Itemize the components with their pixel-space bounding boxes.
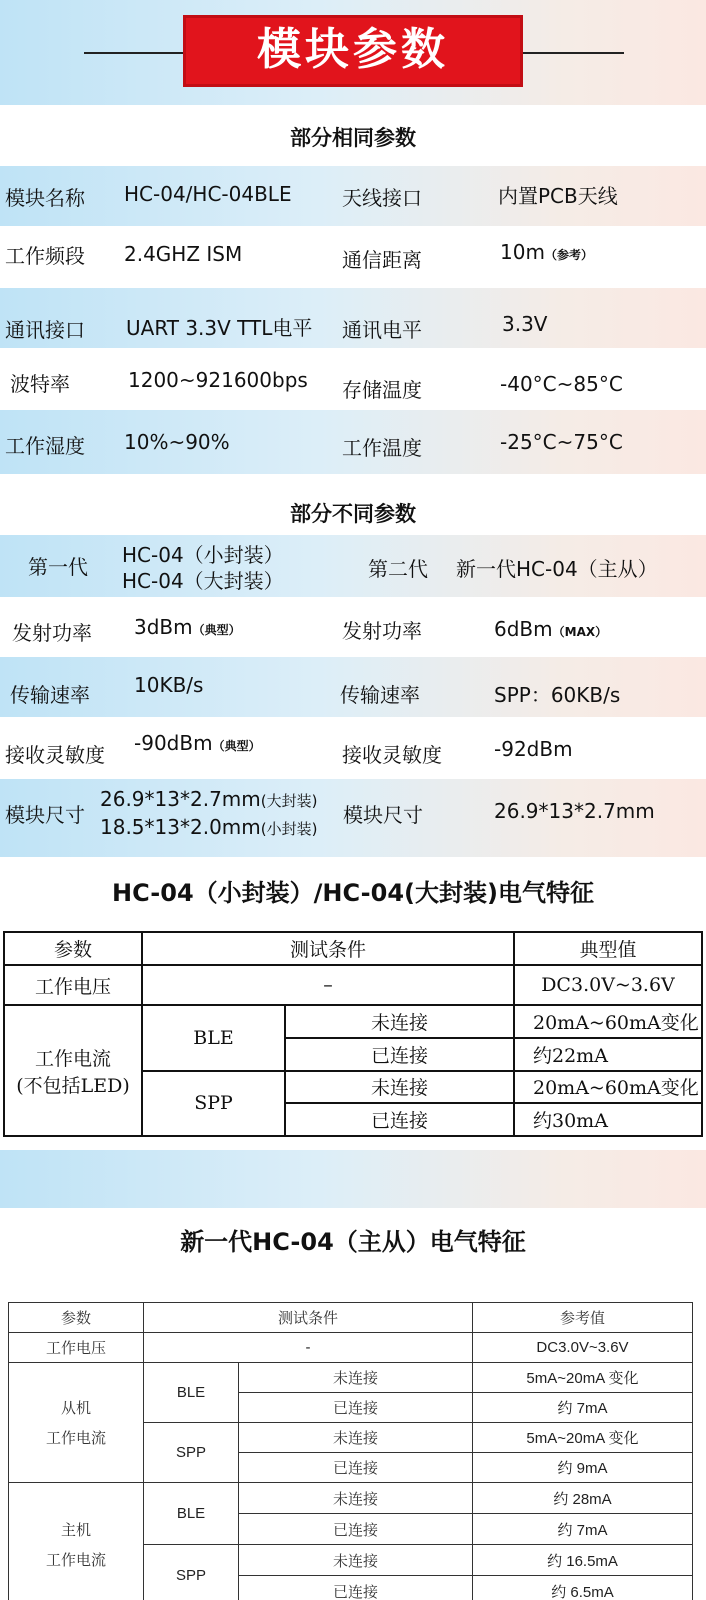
test-condition: 未连接 — [239, 1423, 473, 1453]
test-condition: 已连接 — [239, 1514, 473, 1545]
param-row — [0, 348, 706, 410]
test-condition: 已连接 — [239, 1453, 473, 1483]
param-row — [0, 717, 706, 779]
param-key: 通讯电平 — [342, 318, 422, 342]
electrical-table-gen1 — [3, 931, 703, 1137]
header-divider-left — [84, 52, 196, 54]
table-header: 参考值 — [473, 1303, 693, 1333]
test-condition: 未连接 — [239, 1545, 473, 1576]
current-label: 工作电流 — [45, 1428, 106, 1447]
param-key: 模块尺寸 — [5, 803, 85, 827]
typical-value: DC3.0V~3.6V — [514, 965, 702, 1006]
param-value: SPP：60KB/s — [494, 683, 621, 707]
header-banner — [0, 0, 706, 105]
test-condition: 未连接 — [239, 1363, 473, 1393]
diff-params-title: 部分不同参数 — [290, 502, 416, 526]
generation-row — [0, 535, 706, 597]
param-value-main: 3dBm — [134, 615, 193, 639]
param-label — [9, 1363, 144, 1483]
role-label: 从机 — [60, 1398, 91, 1417]
page-title: 模块参数 — [183, 15, 523, 87]
size-value-large — [100, 787, 317, 811]
param-value: UART 3.3V TTL电平 — [126, 316, 313, 340]
param-key: 天线接口 — [342, 186, 422, 210]
typical-value: 20mA~60mA变化 — [514, 1005, 702, 1038]
typical-value: 20mA~60mA变化 — [514, 1071, 702, 1104]
param-key: 通讯接口 — [5, 318, 85, 342]
table-header: 参数 — [4, 932, 142, 965]
param-key: 接收灵敏度 — [5, 743, 105, 767]
param-row — [0, 288, 706, 348]
reference-value: 约 7mA — [473, 1514, 693, 1545]
param-value: 内置PCB天线 — [498, 184, 618, 208]
typical-value: 约22mA — [514, 1038, 702, 1071]
param-key: 波特率 — [10, 372, 70, 396]
table-header: 测试条件 — [142, 932, 514, 965]
gen1-model: HC-04（大封装） — [122, 569, 284, 593]
reference-value: 约 28mA — [473, 1483, 693, 1514]
test-condition: – — [142, 965, 514, 1006]
test-condition: 未连接 — [285, 1071, 514, 1104]
param-key: 模块尺寸 — [343, 803, 423, 827]
param-label — [4, 1005, 142, 1136]
reference-value: 约 6.5mA — [473, 1576, 693, 1600]
section-separator — [0, 1150, 706, 1208]
mode-label: SPP — [144, 1545, 239, 1600]
table2-title: 新一代HC-04（主从）电气特征 — [180, 1228, 526, 1256]
param-value-main: 10m — [500, 240, 545, 264]
param-value: 10KB/s — [134, 673, 204, 697]
param-label: 工作电压 — [4, 965, 142, 1006]
reference-value: 约 9mA — [473, 1453, 693, 1483]
param-label: 工作电压 — [9, 1333, 144, 1363]
table-header: 参数 — [9, 1303, 144, 1333]
param-note: （典型） — [212, 739, 261, 753]
test-condition: 已连接 — [285, 1103, 514, 1136]
param-key: 通信距离 — [342, 248, 422, 272]
param-value: -25°C~75°C — [500, 430, 623, 454]
param-value — [134, 615, 241, 639]
size-row — [0, 779, 706, 857]
test-condition: 已连接 — [239, 1576, 473, 1600]
param-key: 传输速率 — [340, 683, 420, 707]
param-row — [0, 166, 706, 226]
size-value-small — [100, 815, 317, 839]
param-value-main: -90dBm — [134, 731, 213, 755]
gen2-model: 新一代HC-04（主从） — [456, 557, 658, 581]
reference-value: 5mA~20mA 变化 — [473, 1423, 693, 1453]
param-value: 2.4GHZ ISM — [124, 242, 243, 266]
param-value: -92dBm — [494, 737, 573, 761]
param-value: -40°C~85°C — [500, 372, 623, 396]
reference-value: 5mA~20mA 变化 — [473, 1363, 693, 1393]
param-note: （典型） — [192, 623, 241, 637]
test-condition: 未连接 — [285, 1005, 514, 1038]
header-divider-right — [506, 52, 624, 54]
reference-value: DC3.0V~3.6V — [473, 1333, 693, 1363]
current-label: 工作电流 — [34, 1047, 111, 1070]
mode-label: BLE — [142, 1005, 285, 1070]
param-key: 工作频段 — [5, 244, 85, 268]
param-row — [0, 597, 706, 657]
mode-label: SPP — [142, 1071, 285, 1136]
param-key: 发射功率 — [12, 621, 92, 645]
param-row — [0, 410, 706, 474]
param-value: 10%~90% — [124, 430, 230, 454]
gen2-label: 第二代 — [368, 557, 428, 581]
current-note: (不包括LED) — [16, 1074, 130, 1097]
param-key: 接收灵敏度 — [342, 743, 442, 767]
param-value-main: 26.9*13*2.7mm — [100, 787, 261, 811]
param-value — [494, 617, 607, 641]
typical-value: 约30mA — [514, 1103, 702, 1136]
table-header: 测试条件 — [144, 1303, 473, 1333]
param-value: 26.9*13*2.7mm — [494, 799, 655, 823]
param-key: 存储温度 — [342, 378, 422, 402]
param-value: 1200~921600bps — [128, 368, 308, 392]
param-value: HC-04/HC-04BLE — [124, 182, 292, 206]
param-value — [134, 731, 261, 755]
param-value-main: 18.5*13*2.0mm — [100, 815, 261, 839]
param-key: 工作湿度 — [5, 434, 85, 458]
mode-label: BLE — [144, 1483, 239, 1545]
gen1-label: 第一代 — [28, 555, 88, 579]
param-key: 工作温度 — [342, 436, 422, 460]
param-row — [0, 657, 706, 717]
reference-value: 约 16.5mA — [473, 1545, 693, 1576]
param-key: 模块名称 — [5, 186, 85, 210]
param-key: 发射功率 — [342, 619, 422, 643]
role-label: 主机 — [60, 1520, 91, 1539]
electrical-table-gen2 — [8, 1302, 693, 1600]
param-note: (大封装) — [260, 792, 318, 810]
current-label: 工作电流 — [45, 1550, 106, 1569]
table1-title: HC-04（小封装）/HC-04(大封装)电气特征 — [112, 879, 594, 907]
param-note: （MAX） — [552, 625, 608, 639]
param-value-main: 6dBm — [494, 617, 553, 641]
test-condition: 已连接 — [239, 1393, 473, 1423]
same-params-title: 部分相同参数 — [290, 126, 416, 150]
param-row — [0, 226, 706, 288]
mode-label: SPP — [144, 1423, 239, 1483]
test-condition: 未连接 — [239, 1483, 473, 1514]
param-key: 传输速率 — [10, 683, 90, 707]
param-note: （参考） — [544, 248, 593, 262]
table-header: 典型值 — [514, 932, 702, 965]
param-note: (小封装) — [260, 820, 318, 838]
gen1-model: HC-04（小封装） — [122, 543, 284, 567]
param-value — [500, 240, 593, 264]
mode-label: BLE — [144, 1363, 239, 1423]
param-value: 3.3V — [502, 312, 548, 336]
reference-value: 约 7mA — [473, 1393, 693, 1423]
param-label — [9, 1483, 144, 1600]
test-condition: - — [144, 1333, 473, 1363]
test-condition: 已连接 — [285, 1038, 514, 1071]
